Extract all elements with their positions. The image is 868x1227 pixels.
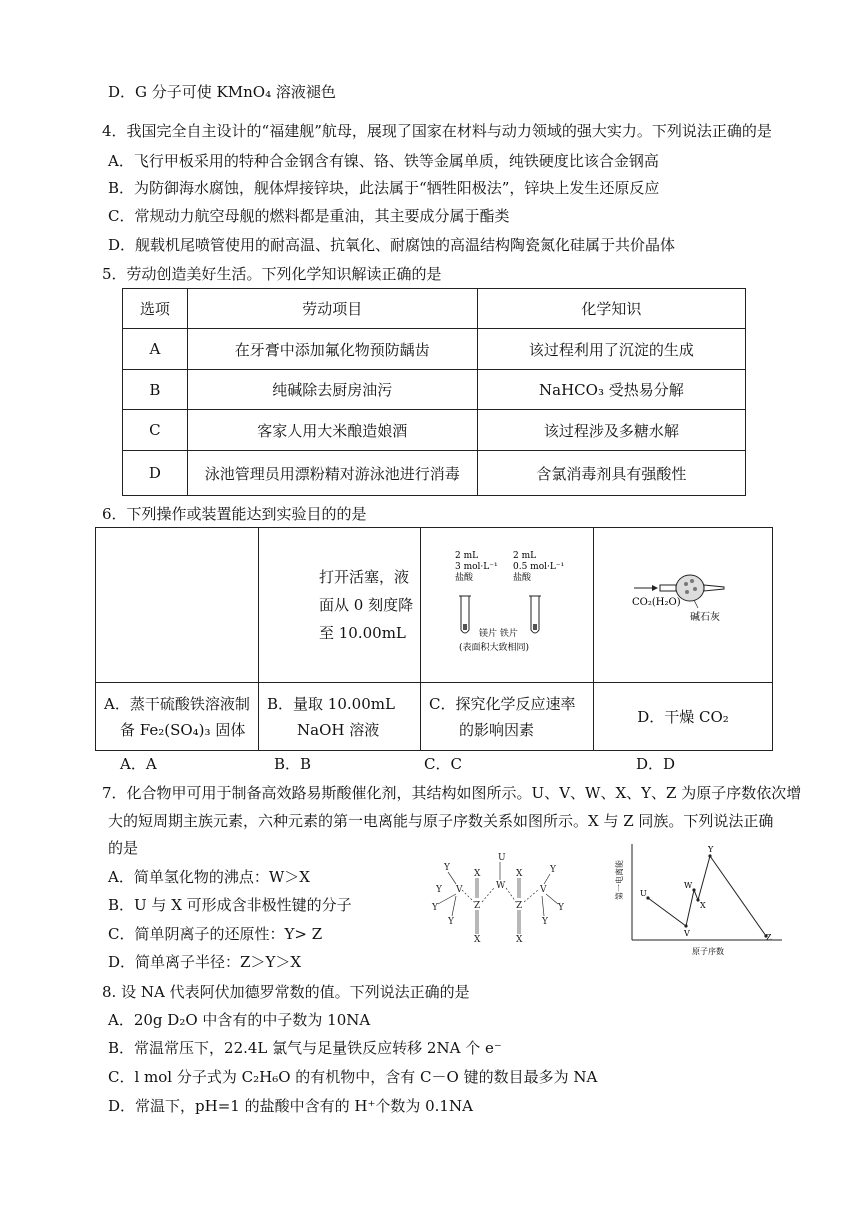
svg-text:Y: Y [436,885,442,895]
q6-caption-d: D．干燥 CO₂ [593,683,772,751]
ionization-energy-graph [610,840,788,962]
header-labor: 劳动项目 [187,289,477,329]
q8-option-a: A．20g D₂O 中含有的中子数为 10NA [108,1011,371,1029]
cell-knowledge: 该过程利用了沉淀的生成 [477,329,745,370]
tube-outlet [704,585,724,591]
c-right-volume: 2 mL [512,551,537,561]
q5-stem: 5．劳动创造美好生活。下列化学知识解读正确的是 [102,265,442,283]
svg-text:Y: Y [448,917,454,927]
q6-caption-row [96,683,773,751]
caption-a-line1: A．蒸干硫酸铁溶液制 [104,694,250,713]
compound-structure-diagram [428,852,578,948]
point-w [692,888,695,891]
x-axis-label: 原子序数 [692,947,724,956]
caption-c-line2: 的影响因素 [458,720,534,739]
q7-stem-line2: 大的短周期主族元素，六种元素的第一电离能与原子序数关系如图所示。X 与 Z 同族。下列说法正确 [108,812,774,830]
caption-b-line2: NaOH 溶液 [297,720,380,739]
fe-strip [533,624,537,630]
label-w: W [684,881,693,890]
b-image-text-1: 打开活塞，液 [319,568,410,586]
q6-cell-a-image [96,528,259,683]
table-header-row [123,289,746,329]
q6-cell-b-image [259,528,421,683]
svg-text:Y: Y [558,903,564,913]
q6-image-row [96,528,773,683]
q6-stem: 6．下列操作或装置能达到实验目的的是 [102,505,367,523]
q8-stem: 8. 设 NA 代表阿伏加德罗常数的值。下列说法正确的是 [102,983,470,1001]
q6-answer-c: C．C [424,755,462,773]
q6-cell-d-image [593,528,772,683]
c-note-label: (表面积大致相同) [458,643,530,653]
q7-option-a: A．简单氢化物的沸点：W＞X [108,868,310,886]
cell-labor: 纯碱除去厨房油污 [187,370,477,410]
c-left-conc: 3 mol·L⁻¹ [454,562,498,572]
table-row [123,451,746,496]
c-metals-label: 镁片 铁片 [478,629,518,639]
tube-inlet [660,585,676,591]
caption-a-line2: 备 Fe₂(SO₄)₃ 固体 [120,720,246,739]
q7-stem-line1: 7．化合物甲可用于制备高效路易斯酸催化剂，其结构如图所示。U、V、W、X、Y、Z 为原子序数依次增 [102,784,802,802]
y-axis-label: 第一电离能 [615,860,624,900]
label-y: Y [708,845,714,854]
cell-labor: 在牙膏中添加氟化物预防龋齿 [187,329,477,370]
label-z: Z [766,933,772,942]
cell-option: D [123,451,188,496]
cell-labor: 客家人用大米酿造娘酒 [187,410,477,451]
granule-icon [693,587,697,591]
q6-caption-c [420,683,593,751]
q8-option-b: B．常温常压下，22.4L 氯气与足量铁反应转移 2NA 个 e⁻ [108,1039,502,1057]
cell-knowledge: 含氯消毒剂具有强酸性 [477,451,745,496]
cell-option: C [123,410,188,451]
cell-option: B [123,370,188,410]
label-pointer [694,600,698,608]
q6-answer-b: B．B [274,755,312,773]
label-v: V [684,929,690,938]
granule-icon [685,590,689,594]
b-image-text-3: 至 10.00mL [319,624,406,642]
q6-answer-a: A．A [120,755,157,773]
arrow-head-icon [652,585,658,591]
q7-option-b: B．U 与 X 可形成含非极性键的分子 [108,896,352,914]
q7-option-c: C．简单阴离子的还原性：Y> Z [108,925,323,943]
ie-curve [648,856,766,936]
svg-text:Z: Z [474,901,481,911]
c-right-conc: 0.5 mol·L⁻¹ [512,562,565,572]
q6-cell-c-image [420,528,593,683]
label-u: U [640,889,647,898]
table-row [123,329,746,370]
d-gas-label: CO₂(H₂O) [631,597,681,608]
svg-text:Z: Z [516,901,523,911]
q4-stem: 4．我国完全自主设计的“福建舰”航母，展现了国家在材料与动力领域的强大实力。下列说法正确的是 [102,122,772,140]
cell-option: A [123,329,188,370]
q4-option-c: C．常规动力航空母舰的燃料都是重油，其主要成分属于酯类 [108,207,510,225]
granule-icon [690,579,694,583]
q8-option-c: C．l mol 分子式为 C₂H₆O 的有机物中，含有 C－O 键的数目最多为 NA [108,1068,598,1086]
cell-labor: 泳池管理员用漂粉精对游泳池进行消毒 [187,451,477,496]
drying-tube-apparatus [594,528,772,678]
q3-option-d: D．G 分子可使 KMnO₄ 溶液褪色 [108,83,336,101]
point-y [708,854,711,857]
point-v [684,924,687,927]
svg-text:X: X [474,935,481,945]
q4-option-d: D．舰载机尾喷管使用的耐高温、抗氧化、耐腐蚀的高温结构陶瓷氮化硅属于共价晶体 [108,236,676,254]
q6-table [95,527,773,751]
header-option: 选项 [123,289,188,329]
c-left-acid: 盐酸 [454,573,473,583]
q7-option-d: D．简单离子半径：Z＞Y＞X [108,953,302,971]
b-image-text-2: 面从 0 刻度降 [319,596,414,614]
svg-text:X: X [516,935,523,945]
q4-option-a: A．飞行甲板采用的特种合金钢含有镍、铬、铁等金属单质，纯铁硬度比该合金钢高 [108,152,659,170]
svg-text:Y: Y [432,903,438,913]
svg-text:X: X [516,869,523,879]
svg-text:X: X [474,869,481,879]
svg-text:V: V [540,885,547,895]
caption-c-line1: C．探究化学反应速率 [428,694,576,713]
table-row [123,370,746,410]
svg-text:Y: Y [542,917,548,927]
svg-text:Y: Y [550,865,556,875]
q6-answer-d: D．D [636,755,676,773]
q4-option-b: B．为防御海水腐蚀，舰体焊接锌块，此法属于“牺牲阳极法”，锌块上发生还原反应 [108,179,660,197]
q5-table [122,288,746,496]
c-right-acid: 盐酸 [512,573,531,583]
reaction-rate-apparatus [421,528,593,678]
q8-option-d: D．常温下，pH=1 的盐酸中含有的 H⁺个数为 0.1NA [108,1097,473,1115]
svg-text:Y: Y [444,863,450,873]
cell-knowledge: NaHCO₃ 受热易分解 [477,370,745,410]
mg-strip [463,624,467,630]
table-row [123,410,746,451]
q6-caption-a [96,683,259,751]
granule-icon [684,582,688,586]
point-u [646,896,649,899]
svg-text:W: W [496,881,506,891]
c-left-volume: 2 mL [454,551,479,561]
caption-b-line1: B．量取 10.00mL [267,694,395,713]
cell-knowledge: 该过程涉及多糖水解 [477,410,745,451]
q7-stem-line3: 的是 [108,839,139,857]
svg-text:U: U [498,853,506,863]
label-x: X [700,901,706,910]
svg-text:V: V [456,885,463,895]
d-solid-label: 碱石灰 [689,612,720,623]
header-knowledge: 化学知识 [477,289,745,329]
q6-caption-b [259,683,421,751]
